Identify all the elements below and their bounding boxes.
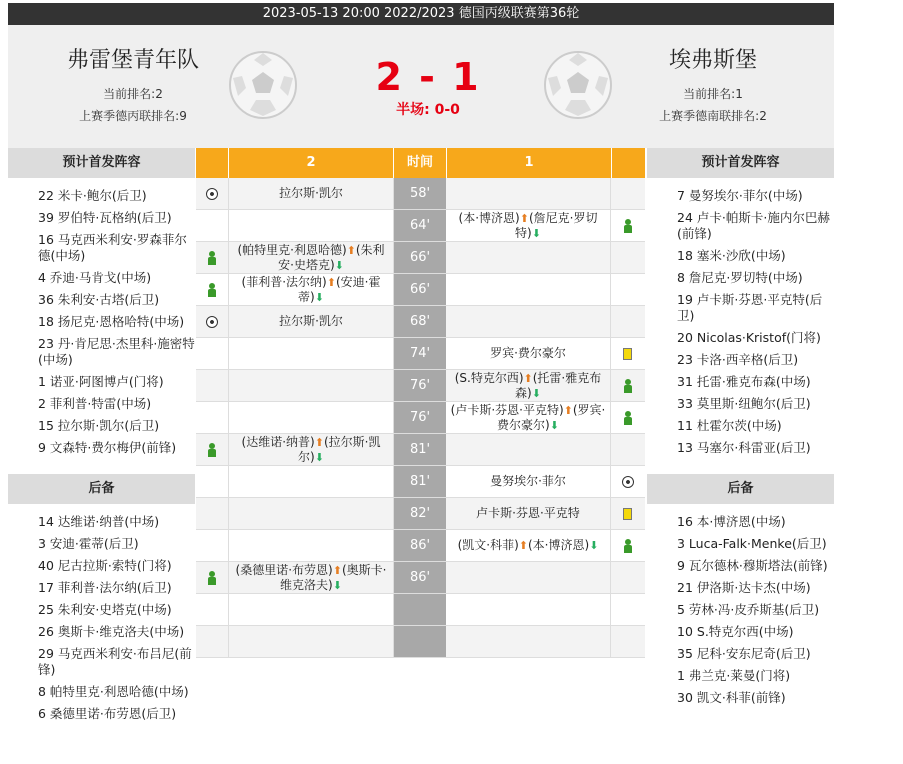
- player-item[interactable]: 19 卢卡斯·芬恩·平克特(后卫): [677, 292, 823, 323]
- arrow-up-icon: ⬆: [519, 211, 529, 225]
- away-event-text: [446, 594, 611, 625]
- player-item[interactable]: 11 杜霍尔茨(中场): [677, 418, 782, 433]
- home-event-icon-cell: [196, 242, 229, 273]
- sub-in-player[interactable]: (帕特里克·利恩哈德): [237, 242, 347, 257]
- arrow-down-icon: ⬇: [549, 418, 559, 432]
- arrow-down-icon: ⬇: [332, 578, 342, 592]
- away-side-panel: [647, 148, 834, 712]
- home-event-icon-cell: [196, 178, 229, 209]
- event-player[interactable]: 曼努埃尔·菲尔: [490, 474, 566, 488]
- event-player[interactable]: 拉尔斯·凯尔: [279, 314, 343, 328]
- substitution-icon: [207, 443, 217, 457]
- event-row: [196, 466, 645, 498]
- arrow-up-icon: ⬆: [314, 435, 324, 449]
- sub-out-player[interactable]: (拉尔斯·凯尔): [298, 434, 381, 464]
- away-event-icon-cell: [611, 498, 644, 529]
- player-item[interactable]: 36 朱利安·古塔(后卫): [38, 292, 160, 307]
- yellow-card-icon: [623, 508, 632, 520]
- event-row: [196, 562, 645, 594]
- home-event-text: [229, 466, 394, 497]
- home-event-icon-cell: [196, 274, 229, 305]
- away-event-text: [446, 562, 611, 593]
- event-time: 86': [394, 562, 446, 593]
- event-time: 76': [394, 370, 446, 401]
- player-item[interactable]: 16 本·博济恩(中场): [677, 514, 786, 529]
- events-header: [196, 148, 645, 178]
- player-item[interactable]: 8 帕特里克·利恩哈德(中场): [38, 684, 189, 699]
- player-item[interactable]: 1 诺亚·阿图博卢(门将): [38, 374, 164, 389]
- player-item[interactable]: 6 桑德里诺·布劳恩(后卫): [38, 706, 177, 721]
- home-rank: 当前排名:2: [103, 87, 163, 101]
- home-lineup-heading: 预计首发阵容: [8, 148, 195, 178]
- player-item[interactable]: 7 曼努埃尔·菲尔(中场): [677, 188, 803, 203]
- arrow-down-icon: ⬇: [531, 386, 541, 400]
- home-event-text: [229, 594, 394, 625]
- home-event-icon-cell: [196, 210, 229, 241]
- player-item[interactable]: 17 菲利普·法尔纳(后卫): [38, 580, 172, 595]
- event-row: [196, 434, 645, 466]
- home-team-name[interactable]: 弗雷堡青年队: [66, 48, 199, 73]
- home-ball-icon: [228, 50, 298, 120]
- event-row: [196, 594, 645, 626]
- player-item[interactable]: 31 托雷·雅克布森(中场): [677, 374, 811, 389]
- home-event-text: [229, 626, 394, 657]
- goal-icon: [206, 188, 218, 200]
- player-item[interactable]: 18 扬尼克·恩格哈特(中场): [38, 314, 185, 329]
- away-event-icon-cell: [611, 466, 644, 497]
- goal-icon: [622, 476, 634, 488]
- half-time-score: 半场: 0-0: [396, 102, 460, 118]
- event-player[interactable]: 卢卡斯·芬恩·平克特: [476, 506, 580, 520]
- player-item[interactable]: 3 Luca-Falk·Menke(后卫): [677, 536, 827, 551]
- away-lineup-list: [647, 178, 834, 474]
- home-event-icon-cell: [196, 306, 229, 337]
- sub-in-player[interactable]: (菲利普·法尔纳): [241, 274, 327, 289]
- substitution-icon: [207, 251, 217, 265]
- home-event-icon-cell: [196, 370, 229, 401]
- player-item[interactable]: 29 马克西米利安·布吕尼(前锋): [38, 646, 192, 677]
- event-time: 66': [394, 242, 446, 273]
- arrow-up-icon: ⬆: [518, 539, 528, 552]
- away-event-text: [446, 274, 611, 305]
- sub-out-player[interactable]: (安迪·霍蒂): [298, 274, 381, 304]
- player-item[interactable]: 4 乔迪·马肯戈(中场): [38, 270, 152, 285]
- event-row: [196, 210, 645, 242]
- player-item[interactable]: 5 劳林·冯·皮乔斯基(后卫): [677, 602, 820, 617]
- event-time: 76': [394, 402, 446, 433]
- away-event-icon-cell: [611, 210, 644, 241]
- event-time: 58': [394, 178, 446, 209]
- event-time: 82': [394, 498, 446, 529]
- home-event-icon-cell: [196, 402, 229, 433]
- player-item[interactable]: 9 文森特·费尔梅伊(前锋): [38, 440, 177, 455]
- player-item[interactable]: 14 达维诺·纳普(中场): [38, 514, 160, 529]
- arrow-down-icon: ⬇: [531, 226, 541, 240]
- event-time: 81': [394, 434, 446, 465]
- events-table: [196, 148, 645, 658]
- home-event-text: [229, 370, 394, 401]
- sub-out-player[interactable]: (本·博济恩): [528, 538, 590, 552]
- home-event-text: [229, 242, 394, 273]
- away-event-icon-cell: [611, 626, 644, 657]
- player-item[interactable]: 30 凯文·科菲(前锋): [677, 690, 786, 705]
- home-event-text: [229, 210, 394, 241]
- away-event-text: [446, 498, 611, 529]
- arrow-up-icon: ⬆: [332, 563, 342, 577]
- home-event-text: [229, 434, 394, 465]
- sub-in-player[interactable]: (桑德里诺·布劳恩): [235, 562, 333, 577]
- home-event-icon-cell: [196, 338, 229, 369]
- away-bench-list: [647, 504, 834, 706]
- player-item[interactable]: 23 丹·肯尼思·杰里科·施密特(中场): [38, 336, 195, 367]
- away-event-text: [446, 178, 611, 209]
- player-item[interactable]: 9 瓦尔德林·穆斯塔法(前锋): [677, 558, 828, 573]
- away-team-name[interactable]: 埃弗斯堡: [668, 48, 757, 73]
- event-time: [394, 626, 446, 657]
- events-home-score: 2: [229, 148, 394, 178]
- home-bench-heading: 后备: [8, 474, 195, 504]
- event-row: [196, 530, 645, 562]
- arrow-down-icon: ⬇: [314, 450, 324, 464]
- player-item[interactable]: 24 卢卡·帕斯卡·施内尔巴赫(前锋): [677, 210, 830, 241]
- events-away-score: 1: [447, 148, 612, 178]
- home-event-icon-cell: [196, 498, 229, 529]
- home-event-text: [229, 562, 394, 593]
- sub-out-player[interactable]: (朱利安·史塔克): [278, 242, 385, 272]
- player-item[interactable]: 23 卡洛·西辛格(后卫): [677, 352, 799, 367]
- event-row: [196, 338, 645, 370]
- player-item[interactable]: 35 尼科·安东尼奇(后卫): [677, 646, 811, 661]
- player-item[interactable]: 15 拉尔斯·凯尔(后卫): [38, 418, 160, 433]
- away-rank: 当前排名:1: [683, 87, 743, 101]
- event-row: [196, 370, 645, 402]
- event-player[interactable]: 拉尔斯·凯尔: [279, 186, 343, 200]
- sub-out-player[interactable]: (托雷·雅克布森): [515, 370, 602, 400]
- away-event-text: [446, 242, 611, 273]
- sub-in-player[interactable]: (卢卡斯·芬恩·平克特): [450, 402, 564, 417]
- away-event-icon-cell: [611, 306, 644, 337]
- event-time: 74': [394, 338, 446, 369]
- home-event-text: [229, 306, 394, 337]
- sub-in-player[interactable]: (凯文·科菲): [457, 538, 519, 552]
- home-event-text: [229, 402, 394, 433]
- arrow-up-icon: ⬆: [563, 403, 573, 417]
- player-item[interactable]: 40 尼古拉斯·索特(门将): [38, 558, 172, 573]
- arrow-down-icon: ⬇: [589, 539, 599, 552]
- away-event-text: [446, 370, 611, 401]
- home-event-text: [229, 530, 394, 561]
- event-row: [196, 242, 645, 274]
- away-event-text: [446, 434, 611, 465]
- home-event-icon-cell: [196, 434, 229, 465]
- away-event-icon-cell: [611, 402, 644, 433]
- event-time: 64': [394, 210, 446, 241]
- home-event-icon-cell: [196, 530, 229, 561]
- substitution-icon: [207, 571, 217, 585]
- home-last-rank: 上赛季德丙联排名:9: [79, 109, 187, 123]
- event-row: [196, 306, 645, 338]
- away-event-icon-cell: [611, 370, 644, 401]
- sub-in-player[interactable]: (本·博济恩): [458, 210, 520, 225]
- event-player[interactable]: 罗宾·费尔豪尔: [490, 346, 566, 360]
- player-item[interactable]: 20 Nicolas·Kristof(门将): [677, 330, 821, 345]
- substitution-icon: [623, 219, 633, 233]
- event-rows: [196, 178, 645, 658]
- event-row: [196, 402, 645, 434]
- substitution-icon: [623, 411, 633, 425]
- home-event-icon-cell: [196, 626, 229, 657]
- away-event-text: [446, 626, 611, 657]
- sub-in-player[interactable]: (S.特克尔西): [454, 370, 524, 385]
- away-ball-icon: [543, 50, 613, 120]
- event-time: 66': [394, 274, 446, 305]
- event-time: 86': [394, 530, 446, 561]
- home-event-text: [229, 274, 394, 305]
- home-lineup-list: [8, 178, 195, 474]
- event-row: [196, 274, 645, 306]
- home-event-text: [229, 498, 394, 529]
- away-event-icon-cell: [611, 434, 644, 465]
- events-time-header: 时间: [394, 148, 447, 178]
- sub-out-player[interactable]: (罗宾·费尔豪尔): [497, 402, 606, 432]
- player-item[interactable]: 1 弗兰克·莱曼(门将): [677, 668, 791, 683]
- home-side-panel: [8, 148, 195, 728]
- away-lineup-heading: 预计首发阵容: [647, 148, 834, 178]
- event-row: [196, 178, 645, 210]
- sub-out-player[interactable]: (奥斯卡·维克洛夫): [280, 562, 387, 592]
- home-event-text: [229, 178, 394, 209]
- player-item[interactable]: 2 菲利普·特雷(中场): [38, 396, 152, 411]
- score: 2 - 1: [375, 55, 481, 99]
- player-item[interactable]: 39 罗伯特·瓦格纳(后卫): [38, 210, 172, 225]
- away-event-text: [446, 338, 611, 369]
- away-event-icon-cell: [611, 178, 644, 209]
- home-bench-list: [8, 504, 195, 722]
- arrow-up-icon: ⬆: [346, 243, 356, 257]
- match-info-bar: 2023-05-13 20:00 2022/2023 德国丙级联赛第36轮: [8, 3, 834, 25]
- substitution-icon: [623, 539, 633, 553]
- event-row: [196, 498, 645, 530]
- arrow-down-icon: ⬇: [334, 258, 344, 272]
- player-item[interactable]: 13 马塞尔·科雷亚(后卫): [677, 440, 811, 455]
- away-event-icon-cell: [611, 562, 644, 593]
- goal-icon: [206, 316, 218, 328]
- player-item[interactable]: 10 S.特克尔西(中场): [677, 624, 794, 639]
- event-time: [394, 594, 446, 625]
- away-event-icon-cell: [611, 242, 644, 273]
- away-event-icon-cell: [611, 530, 644, 561]
- player-item[interactable]: 25 朱利安·史塔克(中场): [38, 602, 172, 617]
- substitution-icon: [207, 283, 217, 297]
- away-bench-heading: 后备: [647, 474, 834, 504]
- away-event-icon-cell: [611, 594, 644, 625]
- player-item[interactable]: 21 伊洛斯·达卡杰(中场): [677, 580, 811, 595]
- away-event-text: [446, 306, 611, 337]
- away-event-icon-cell: [611, 338, 644, 369]
- player-item[interactable]: 16 马克西米利安·罗森菲尔德(中场): [38, 232, 187, 263]
- substitution-icon: [623, 379, 633, 393]
- away-event-text: [446, 210, 611, 241]
- player-item[interactable]: 26 奥斯卡·维克洛夫(中场): [38, 624, 185, 639]
- player-item[interactable]: 33 莫里斯·纽鲍尔(后卫): [677, 396, 811, 411]
- yellow-card-icon: [623, 348, 632, 360]
- home-event-text: [229, 338, 394, 369]
- home-event-icon-cell: [196, 562, 229, 593]
- player-item[interactable]: 22 米卡·鲍尔(后卫): [38, 188, 147, 203]
- away-last-rank: 上赛季德南联排名:2: [659, 109, 767, 123]
- home-event-icon-cell: [196, 466, 229, 497]
- player-item[interactable]: 8 詹尼克·罗切特(中场): [677, 270, 803, 285]
- arrow-up-icon: ⬆: [523, 371, 533, 385]
- away-event-icon-cell: [611, 274, 644, 305]
- sub-in-player[interactable]: (达维诺·纳普): [241, 434, 315, 449]
- away-event-text: [446, 530, 611, 561]
- away-event-text: [446, 402, 611, 433]
- event-row: [196, 626, 645, 658]
- event-time: 68': [394, 306, 446, 337]
- away-event-text: [446, 466, 611, 497]
- arrow-up-icon: ⬆: [326, 275, 336, 289]
- event-time: 81': [394, 466, 446, 497]
- match-header: [8, 25, 834, 148]
- home-event-icon-cell: [196, 594, 229, 625]
- player-item[interactable]: 3 安迪·霍蒂(后卫): [38, 536, 139, 551]
- sub-out-player[interactable]: (詹尼克·罗切特): [515, 210, 598, 240]
- arrow-down-icon: ⬇: [314, 290, 324, 304]
- player-item[interactable]: 18 塞米·沙欣(中场): [677, 248, 786, 263]
